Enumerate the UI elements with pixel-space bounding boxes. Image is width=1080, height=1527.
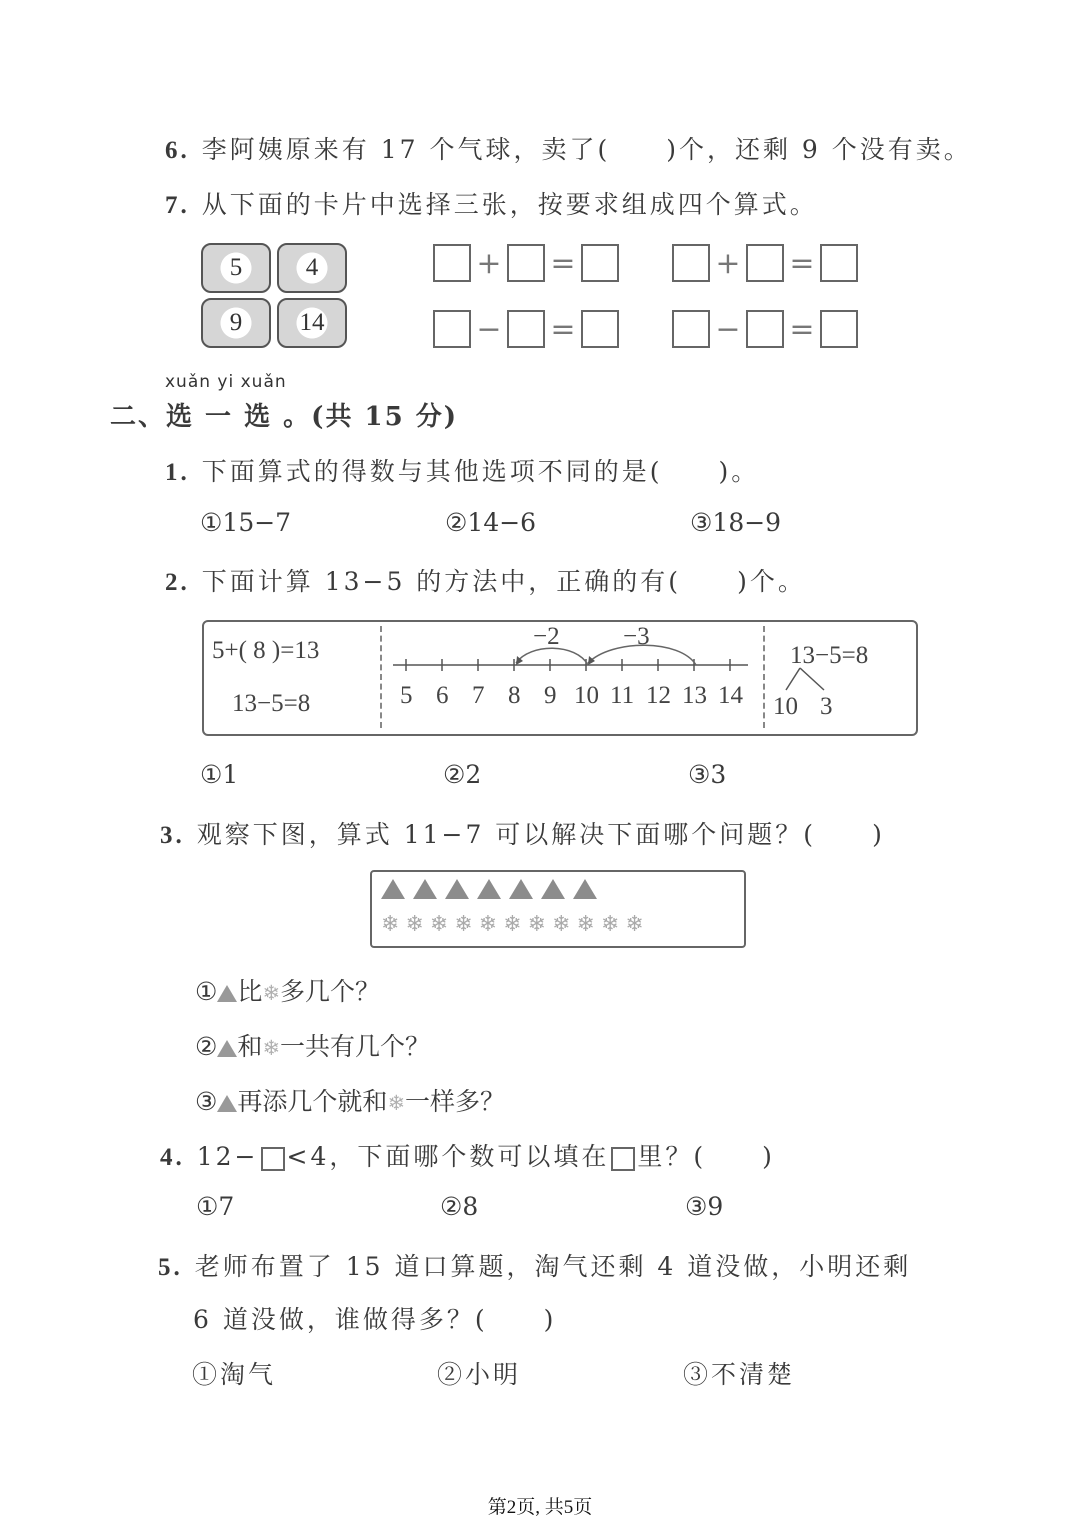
question-5-continued: 6 道没做，谁做得多？( ) <box>193 1305 557 1334</box>
answer-box[interactable] <box>746 244 784 282</box>
option-3[interactable]: ③不清楚 <box>683 1360 796 1389</box>
answer-box[interactable] <box>581 244 619 282</box>
answer-box[interactable] <box>820 244 858 282</box>
triangle-icon <box>413 879 437 899</box>
snowflake-icon: ❄ <box>387 1091 406 1115</box>
option-3[interactable]: ③18−9 <box>690 508 782 537</box>
answer-box[interactable] <box>433 310 471 348</box>
blank-box <box>261 1147 285 1171</box>
equals-sign: = <box>550 311 576 347</box>
addition-equation <box>672 244 858 282</box>
answer-box[interactable] <box>433 244 471 282</box>
question-number: 6. <box>165 137 190 164</box>
question-number: 7. <box>165 192 190 219</box>
question-3 <box>160 815 885 851</box>
answer-box[interactable] <box>672 310 710 348</box>
question-7 <box>165 185 818 221</box>
equals-sign: = <box>789 245 815 281</box>
question-number: 2. <box>165 569 190 596</box>
question-text: 下面算式的得数与其他选项不同的是( )。 <box>201 457 760 486</box>
equals-sign: = <box>789 311 815 347</box>
snowflake-row <box>381 912 650 937</box>
answer-box[interactable] <box>581 310 619 348</box>
section-title: 二、选 一 选 。(共 15 分) <box>110 402 459 432</box>
option-2[interactable]: ②14−6 <box>445 508 537 537</box>
jump-label: −2 <box>533 623 560 650</box>
option-2[interactable]: ②2 <box>443 760 482 789</box>
split-part: 3 <box>820 693 833 720</box>
option-1[interactable]: ① 比❄多几个？ <box>195 977 381 1006</box>
tick-label: 12 <box>646 682 671 709</box>
blank-box <box>611 1147 635 1171</box>
jump-label: −3 <box>623 623 650 650</box>
number-card: 4 <box>277 243 347 293</box>
snowflake-icon: ❄ <box>429 912 449 937</box>
triangle-icon <box>509 879 533 899</box>
option-3[interactable]: ③ 再添几个就和❄一样多？ <box>195 1087 506 1116</box>
snowflake-icon: ❄ <box>381 912 400 937</box>
question-6 <box>165 130 972 166</box>
snowflake-icon: ❄ <box>503 912 522 937</box>
answer-box[interactable] <box>507 310 545 348</box>
divider <box>380 626 382 728</box>
snowflake-icon: ❄ <box>625 912 644 937</box>
split-part: 10 <box>773 693 798 720</box>
question-number: 4. <box>160 1144 185 1171</box>
method1-result: 13−5=8 <box>232 690 311 717</box>
tick-label: 9 <box>544 682 557 709</box>
triangle-icon <box>381 879 405 899</box>
page-number: 第2页, 共5页 <box>487 1497 593 1518</box>
tick-label: 7 <box>472 682 485 709</box>
triangle-icon <box>217 985 237 1002</box>
question-number: 5. <box>158 1254 183 1281</box>
number-card: 5 <box>201 243 271 293</box>
option-3[interactable]: ③3 <box>688 760 727 789</box>
option-2[interactable]: ②8 <box>440 1192 479 1221</box>
option-1[interactable]: ①1 <box>200 760 239 789</box>
method1-equation: 5+( 8 )=13 <box>212 637 320 664</box>
option-1[interactable]: ①淘气 <box>192 1360 277 1389</box>
question-1 <box>165 452 759 488</box>
question-text: 从下面的卡片中选择三张，按要求组成四个算式。 <box>201 190 818 219</box>
snowflake-icon: ❄ <box>478 912 498 937</box>
triangle-icon <box>541 879 565 899</box>
triangle-row <box>381 879 605 899</box>
option-2[interactable]: ② 和❄一共有几个？ <box>195 1032 431 1061</box>
question-text: 老师布置了 15 道口算题，淘气还剩 4 道没做，小明还剩 <box>194 1252 912 1281</box>
divider <box>763 626 765 728</box>
tick-label: 8 <box>508 682 521 709</box>
number-card: 14 <box>277 298 347 348</box>
addition-equation <box>433 244 619 282</box>
tick-label: 13 <box>682 682 707 709</box>
option-3[interactable]: ③9 <box>685 1192 724 1221</box>
section-pinyin: xuǎn yi xuǎn <box>165 372 287 392</box>
question-text: 李阿姨原来有 17 个气球，卖了( )个，还剩 9 个没有卖。 <box>201 135 972 164</box>
option-1[interactable]: ①7 <box>196 1192 235 1221</box>
option-1[interactable]: ①15−7 <box>200 508 292 537</box>
question-4: 4. 12− <4，下面哪个数可以填在 里？( ) <box>160 1142 775 1171</box>
triangle-icon <box>573 879 597 899</box>
equals-sign: = <box>550 245 576 281</box>
answer-box[interactable] <box>820 310 858 348</box>
question-text: 下面计算 13−5 的方法中，正确的有( )个。 <box>201 567 806 596</box>
answer-box[interactable] <box>507 244 545 282</box>
tick-label: 11 <box>610 682 635 709</box>
option-2[interactable]: ②小明 <box>437 1360 522 1389</box>
triangle-icon <box>217 1040 237 1057</box>
plus-sign: + <box>476 245 502 281</box>
question-number: 1. <box>165 459 190 486</box>
number-card: 9 <box>201 298 271 348</box>
tick-label: 6 <box>436 682 449 709</box>
tick-label: 14 <box>718 682 743 709</box>
tick-label: 10 <box>574 682 599 709</box>
question-text: 观察下图，算式 11−7 可以解决下面哪个问题？( ) <box>196 820 885 849</box>
triangle-icon <box>445 879 469 899</box>
split-lines <box>778 666 838 694</box>
number-line <box>390 625 760 685</box>
subtraction-equation <box>672 310 858 348</box>
snowflake-icon: ❄ <box>576 912 595 937</box>
answer-box[interactable] <box>746 310 784 348</box>
question-5 <box>158 1247 911 1283</box>
snowflake-icon: ❄ <box>552 912 571 937</box>
plus-sign: + <box>715 245 741 281</box>
snowflake-icon: ❄ <box>262 1036 281 1060</box>
snowflake-icon: ❄ <box>527 912 547 937</box>
question-2 <box>165 562 806 598</box>
method3-equation: 13−5=8 <box>790 642 869 669</box>
snowflake-icon: ❄ <box>405 912 424 937</box>
snowflake-icon: ❄ <box>262 981 281 1005</box>
tick-label: 5 <box>400 682 413 709</box>
question-number: 3. <box>160 822 185 849</box>
subtraction-equation <box>433 310 619 348</box>
minus-sign: − <box>715 311 741 347</box>
snowflake-icon: ❄ <box>600 912 620 937</box>
answer-box[interactable] <box>672 244 710 282</box>
triangle-icon <box>217 1095 237 1112</box>
triangle-icon <box>477 879 501 899</box>
minus-sign: − <box>476 311 502 347</box>
snowflake-icon: ❄ <box>454 912 473 937</box>
